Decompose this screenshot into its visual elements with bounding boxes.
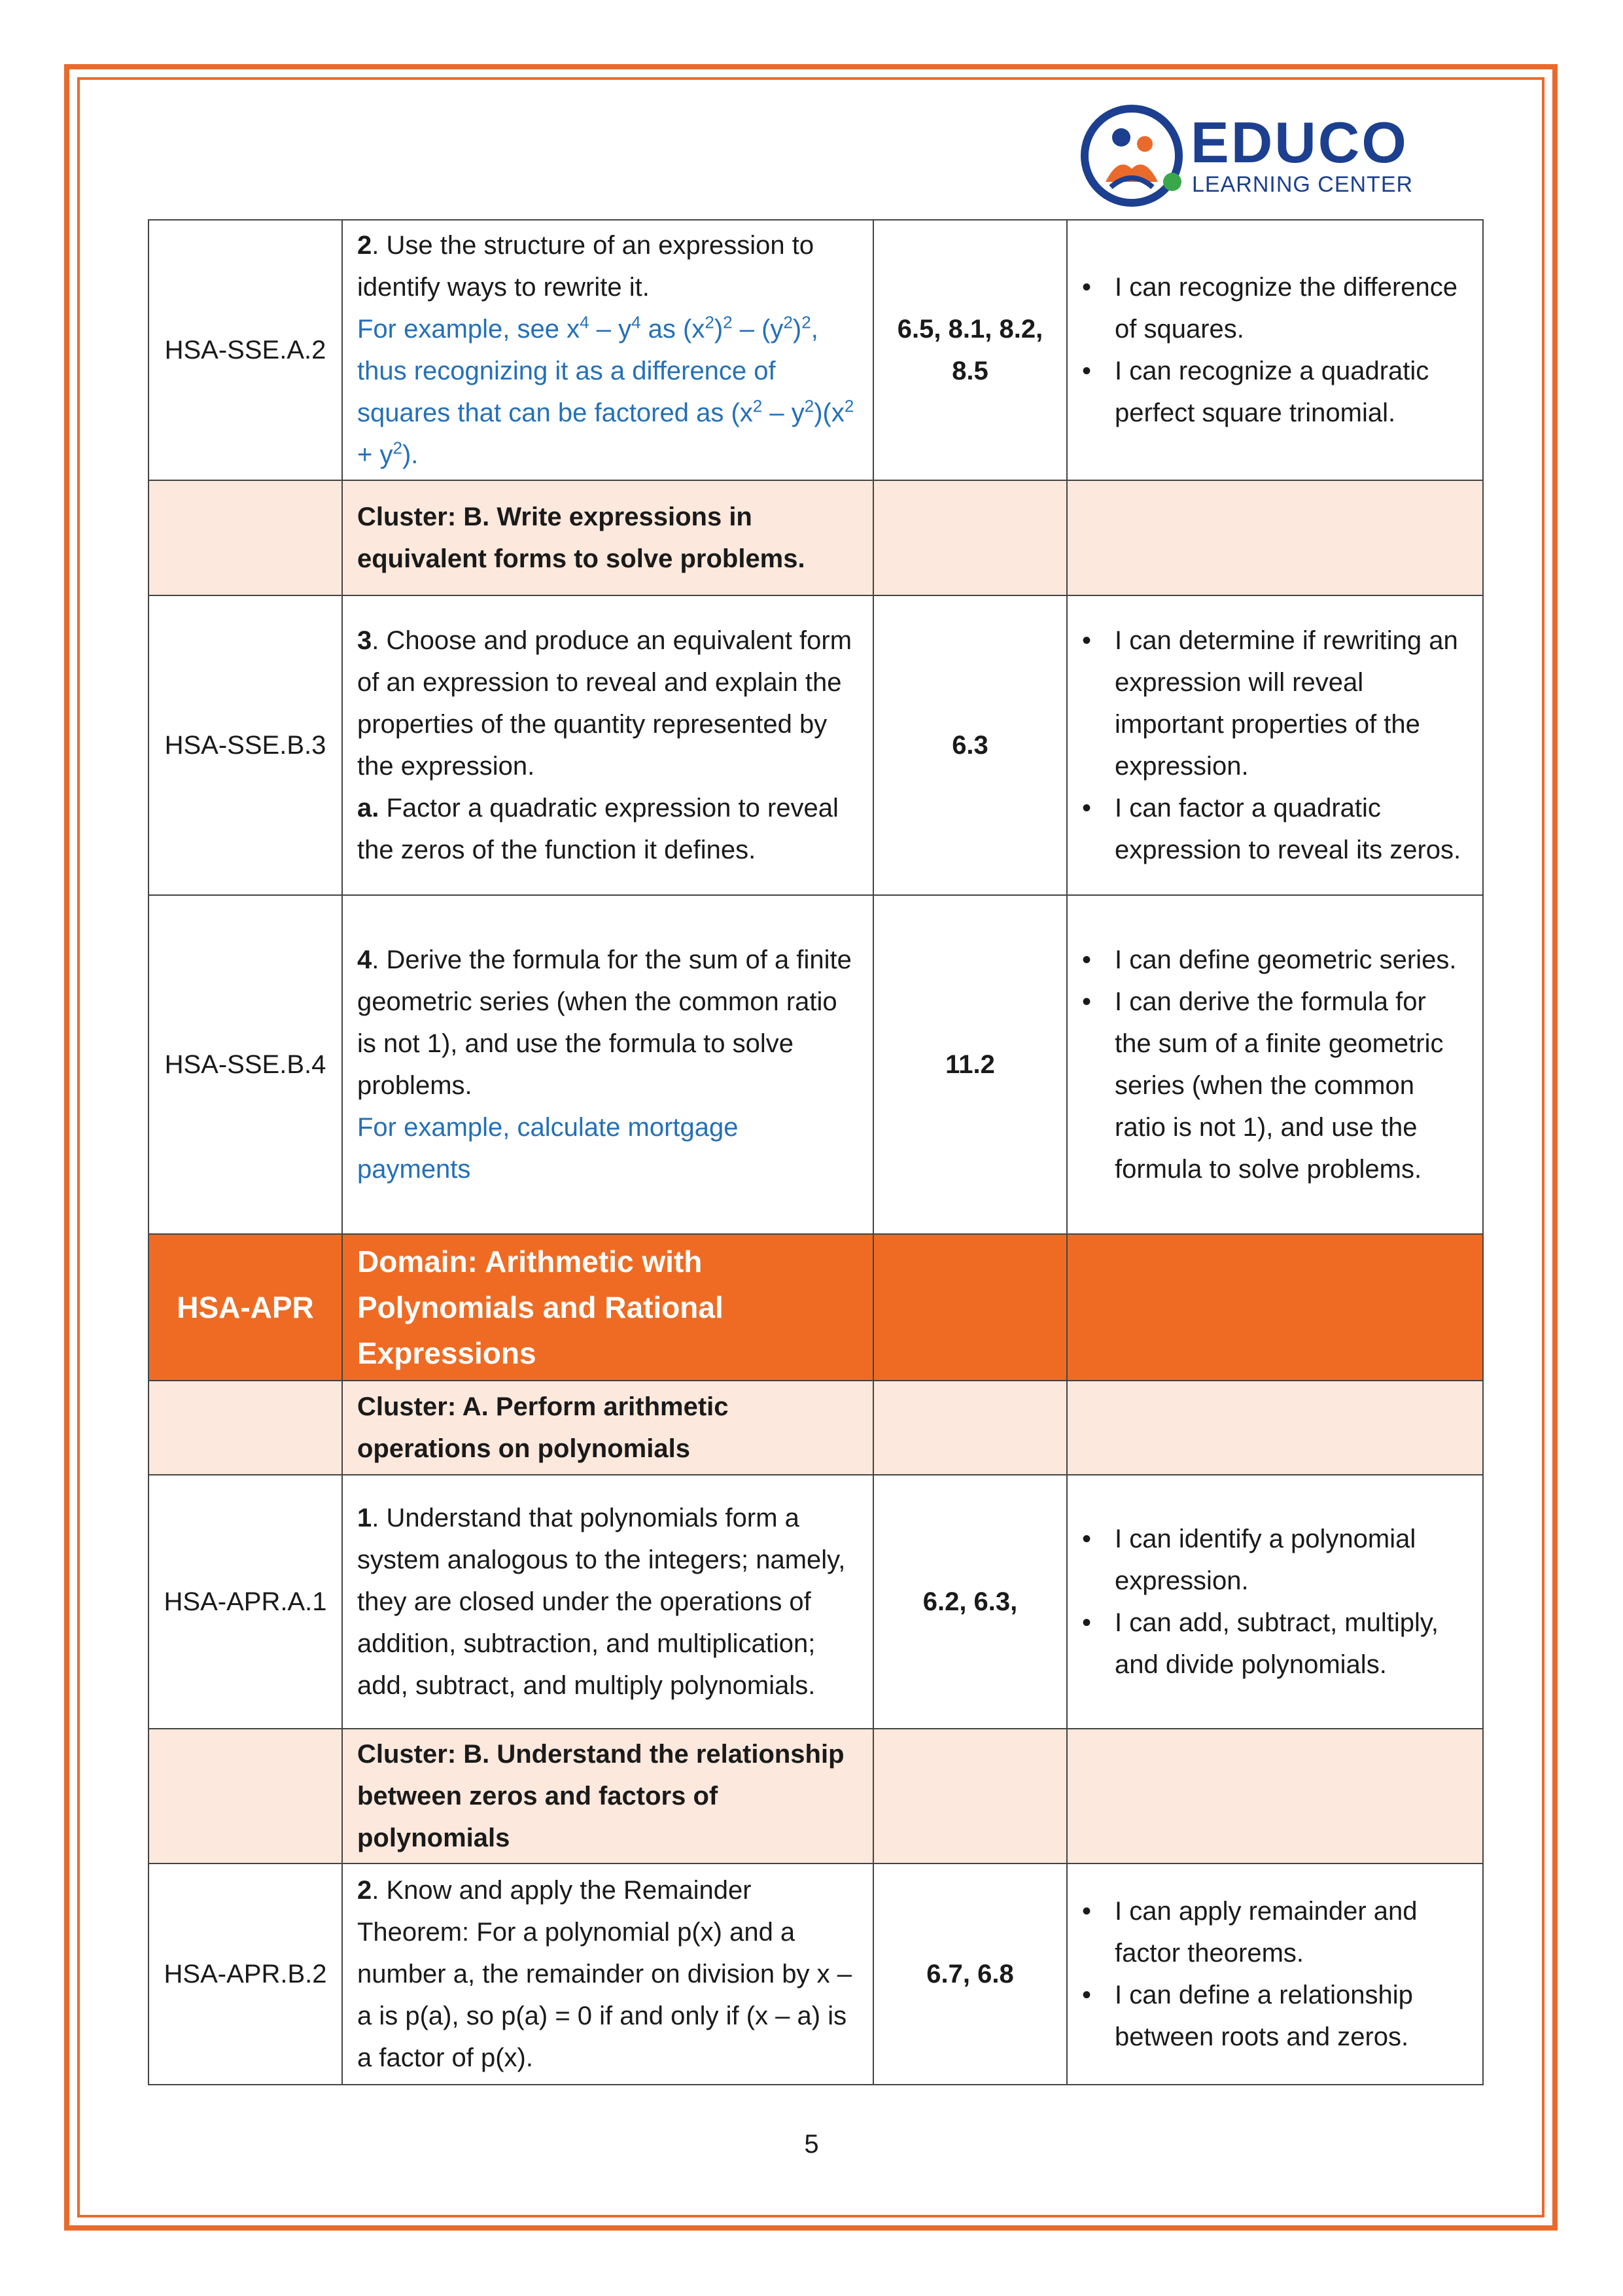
list-item: • I can recognize the difference of squares. [1115,266,1468,350]
standards-table [148,219,1484,2085]
example-text: For example, see $x^4 - y^4$ as $(x^2)^2 - (y^2)^2$, thus recognizing it as a difference of squares that can be factored as $(x^2 - y^2)(x^2 + y^2)$. [357,312,854,469]
sub-text: Factor a quadratic expression to reveal the zeros of the function it defines. [357,794,839,864]
learning-targets [1067,1475,1483,1729]
cluster-row [148,1381,1483,1475]
logo-subtitle: LEARNING CENTER [1192,172,1414,197]
learning-targets [1067,1863,1483,2085]
standard-text: . Choose and produce an equivalent form of an expression to reveal and explain the properties of the quantity represented by the expression. [357,626,852,781]
list-item: • I can define a relationship between roots and zeros. [1115,1974,1468,2058]
educo-logo [1079,103,1420,208]
standard-code: HSA-APR.A.1 [148,1475,342,1729]
list-item: • I can determine if rewriting an expression will reveal important properties of the expression. [1115,620,1468,787]
lesson-references: 6.7, 6.8 [873,1863,1067,2085]
standard-number: 1 [357,1504,372,1532]
domain-row [148,1234,1483,1381]
standard-text: . Use the structure of an expression to identify ways to rewrite it. [357,231,814,302]
lesson-references: 6.5, 8.1, 8.2, 8.5 [873,220,1067,480]
standard-code: HSA-APR.B.2 [148,1863,342,2085]
lesson-references: 11.2 [873,895,1067,1234]
list-item: • I can add, subtract, multiply, and divide polynomials. [1115,1602,1468,1686]
cluster-row [148,480,1483,595]
table-row [148,220,1483,480]
standard-description [342,1863,873,2085]
table-row [148,1863,1483,2085]
list-item: • I can identify a polynomial expression. [1115,1518,1468,1602]
example-text: For example, calculate mortgage payments [357,1113,739,1184]
logo-mark-icon [1079,103,1184,208]
domain-code: HSA-APR [148,1234,342,1381]
domain-title: Domain: Arithmetic with Polynomials and Rational Expressions [342,1234,873,1381]
table-row [148,1475,1483,1729]
learning-targets [1067,220,1483,480]
lesson-references: 6.3 [873,595,1067,895]
standard-description [342,895,873,1234]
cluster-title: Cluster: B. Understand the relationship between zeros and factors of polynomials [342,1729,873,1863]
list-item: • I can factor a quadratic expression to reveal its zeros. [1115,787,1468,871]
standard-code: HSA-SSE.B.3 [148,595,342,895]
cluster-title: Cluster: A. Perform arithmetic operations on polynomials [342,1381,873,1475]
standard-number: 3 [357,626,372,655]
table-row [148,595,1483,895]
standard-description [342,220,873,480]
logo-wordmark: EDUCO [1191,110,1408,175]
standard-text: . Derive the formula for the sum of a finite geometric series (when the common ratio is not 1), and use the formula to solve problems. [357,945,852,1100]
table-row [148,895,1483,1234]
learning-targets [1067,895,1483,1234]
standard-description [342,595,873,895]
list-item: • I can recognize a quadratic perfect square trinomial. [1115,350,1468,434]
standard-code: HSA-SSE.A.2 [148,220,342,480]
learning-targets [1067,595,1483,895]
standard-number: 4 [357,945,372,974]
standard-text: . Understand that polynomials form a system analogous to the integers; namely, they are closed under the operations of addition, subtraction, and multiplication; add, subtract, and multiply polynomials. [357,1504,846,1700]
cluster-row [148,1729,1483,1863]
list-item: • I can derive the formula for the sum of a finite geometric series (when the common ratio is not 1), and use the formula to solve problems. [1115,981,1468,1190]
sub-label: a. [357,794,379,822]
standard-description [342,1475,873,1729]
cluster-title: Cluster: B. Write expressions in equivalent forms to solve problems. [342,480,873,595]
page-number: 5 [804,2130,819,2159]
standard-number: 2 [357,231,372,260]
list-item: • I can define geometric series. [1115,939,1468,981]
standard-code: HSA-SSE.B.4 [148,895,342,1234]
list-item: • I can apply remainder and factor theorems. [1115,1890,1468,1974]
standard-number: 2 [357,1876,372,1905]
lesson-references: 6.2, 6.3, [873,1475,1067,1729]
standard-text: . Know and apply the Remainder Theorem: For a polynomial p(x) and a number a, the remainder on division by x – a is p(a), so p(a) = 0 if and only if (x – a) is a factor of p(x). [357,1876,852,2072]
